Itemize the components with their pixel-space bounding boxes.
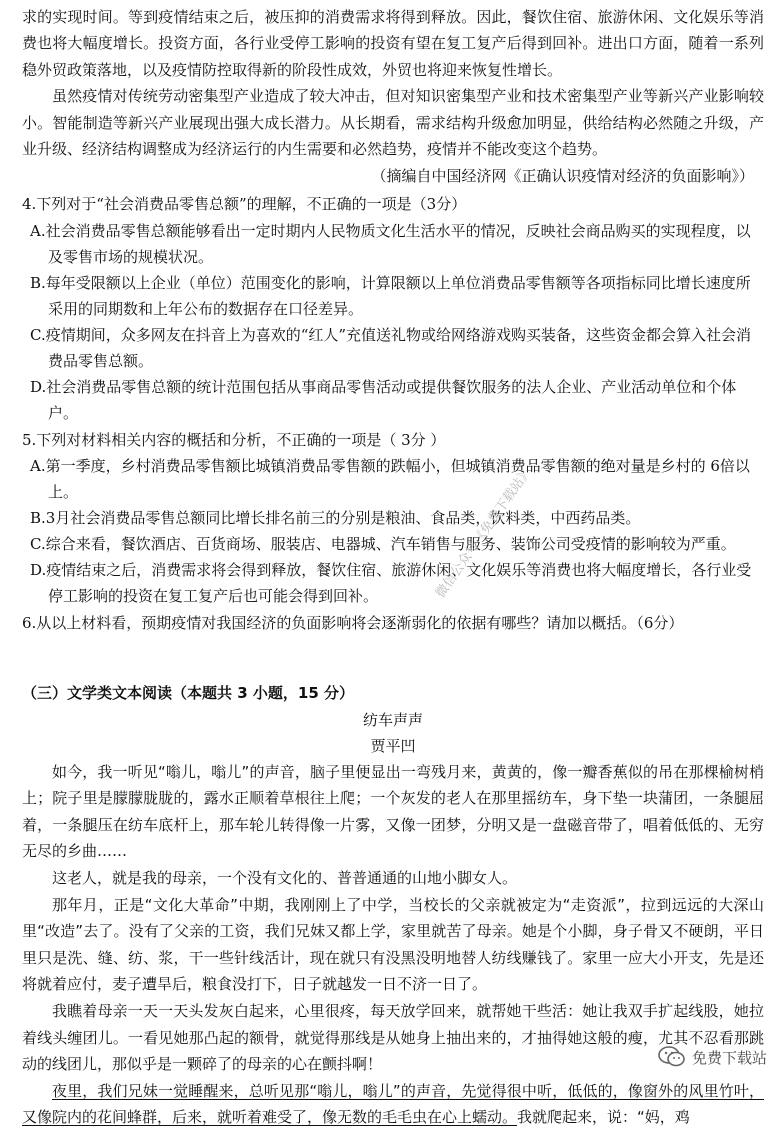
wechat-icon (658, 1046, 686, 1068)
section-title: （三）文学类文本阅读（本题共 3 小题，15 分） (22, 683, 354, 702)
story-paragraph: 如今，我一听见“嗡儿，嗡儿”的声音，脑子里便显出一弯残月来，黄黄的，像一瓣香蕉似的吊在那棵榆树梢上；院子里是朦朦胧胧的，露水正顺着草根往上爬；一个灰发的老人在那里摇纺车，身下垫一块蒲团，一条腿屈着，一条腿压在纺车底杆上，那车轮儿转得像一片雾，又像一团梦，分明又是一盘磁音带了，唱着低低的、无穷无尽的乡曲…… (22, 762, 764, 861)
question-4-option-b: B.每年受限额以上企业（单位）范围变化的影响，计算限额以上单位消费品零售额等各项指标同比增长速度所采用的同期数和上年公布的数据存在口径差异。 (30, 273, 751, 318)
story-paragraph-underlined (22, 1078, 764, 1131)
question-4-option-c: C.疫情期间，众多网友在抖音上为喜欢的“红人”充值送礼物或给网络游戏购买装备，这些资金都会算入社会消费品零售总额。 (30, 325, 752, 370)
question-5-option-a: A.第一季度，乡村消费品零售额比城镇消费品零售额的跌幅小，但城镇消费品零售额的绝对量是乡村的 6倍以上。 (30, 457, 750, 502)
exam-page (22, 4, 764, 1131)
source-citation: （摘编自中国经济网《正确认识疫情对经济的负面影响》） (371, 167, 754, 186)
question-5-option-b: B.3月社会消费品零售总额同比增长排名前三的分别是粮油、食品类，饮料类，中西药品类。 (30, 509, 641, 528)
brand-mark (658, 1046, 767, 1068)
story-title: 纺车声声 (362, 710, 423, 729)
story-author: 贾平凹 (370, 736, 416, 755)
question-5-option-d: D.疫情结束之后，消费需求将会得到释放，餐饮住宿、旅游休闲、文化娱乐等消费也将大幅度增长，各行业受停工影响的投资在复工复产后也可能会得到回补。 (30, 561, 752, 606)
story-paragraph: 这老人，就是我的母亲，一个没有文化的、普普通通的山地小脚女人。 (52, 869, 518, 888)
question-6-stem: 6.从以上材料看，预期疫情对我国经济的负面影响将会逐渐弱化的依据有哪些？请加以概括。（6分） (22, 614, 684, 633)
question-5-option-c: C.综合来看，餐饮酒店、百货商场、服装店、电器城、汽车销售与服务、装饰公司受疫情的影响较为严重。 (30, 535, 736, 554)
story-paragraph: 那年月，正是“文化大革命”中期，我刚刚上了中学，当校长的父亲就被定为“走资派”，拉到远远的大深山里“改造”去了。没有了父亲的工资，我们兄妹又都上学，家里就苦了母亲。她是个小脚，身子骨又不硬朗，平日里只是洗、缝、纺、浆，干一些针线活计，现在就只有没黑没明地替人纺线赚钱了。家里一应大小开支，先是还将就着应付，麦子遭旱后，粮食没打下，日子就越发一日不济一日了。 (22, 895, 764, 994)
passage-paragraph: 虽然疫情对传统劳动密集型产业造成了较大冲击，但对知识密集型产业和技术密集型产业等新兴产业影响较小。智能制造等新兴产业展现出强大成长潜力。从长期看，需求结构升级愈加明显，供给结构必然随之升级，产业升级、经济结构调整成为经济运行的内生需要和必然趋势，疫情并不能改变这个趋势。 (22, 87, 764, 159)
passage-paragraph: 求的实现时间。等到疫情结束之后，被压抑的消费需求将得到释放。因此，餐饮住宿、旅游休闲、文化娱乐等消费也将大幅度增长。投资方面，各行业受停工影响的投资有望在复工复产后得到回补。进出口方面，随着一系列稳外贸政策落地，以及疫情防控取得新的阶段性成效，外贸也将迎来恢复性增长。 (22, 8, 764, 79)
question-5-stem: 5.下列对材料相关内容的概括和分析，不正确的一项是（ 3分 ） (22, 430, 446, 449)
brand-label: 免费下载站 (691, 1048, 767, 1067)
diagonal-watermark: 微信公众号《免费下载站》 (433, 464, 536, 601)
question-4-stem: 4.下列对于“社会消费品零售总额”的理解，不正确的一项是（3分） (22, 195, 467, 214)
story-paragraph: 我瞧着母亲一天一天头发灰白起来，心里很疼，每天放学回来，就帮她干些活：她让我双手扩起线股，她拉着线头缠团儿。一看见她那凸起的额骨，就觉得那线是从她身上抽出来的，才抽得她这般的瘦，尤其不忍看那跳动的线团儿，那似乎是一颗碎了的母亲的心在颤抖啊！ (22, 1002, 764, 1074)
question-4-option-d: D.社会消费品零售总额的统计范围包括从事商品零售活动或提供餐饮服务的法人企业、产业活动单位和个体户。 (30, 377, 737, 422)
story-tail: 我就爬起来，说：“妈，鸡 (517, 1108, 690, 1127)
underlined-sentence: 夜里，我们兄妹一觉睡醒来，总听见那“嗡儿，嗡儿”的声音，先觉得很中听，低低的，像窗外的风里竹叶，又像院内的花间蜂群，后来，就听着难受了，像无数的毛毛虫在心上蠕动。 (22, 1081, 764, 1127)
question-4-option-a: A.社会消费品零售总额能够看出一定时期内人民物质文化生活水平的情况，反映社会商品购买的实现程度，以及零售市场的规模状况。 (30, 221, 751, 266)
